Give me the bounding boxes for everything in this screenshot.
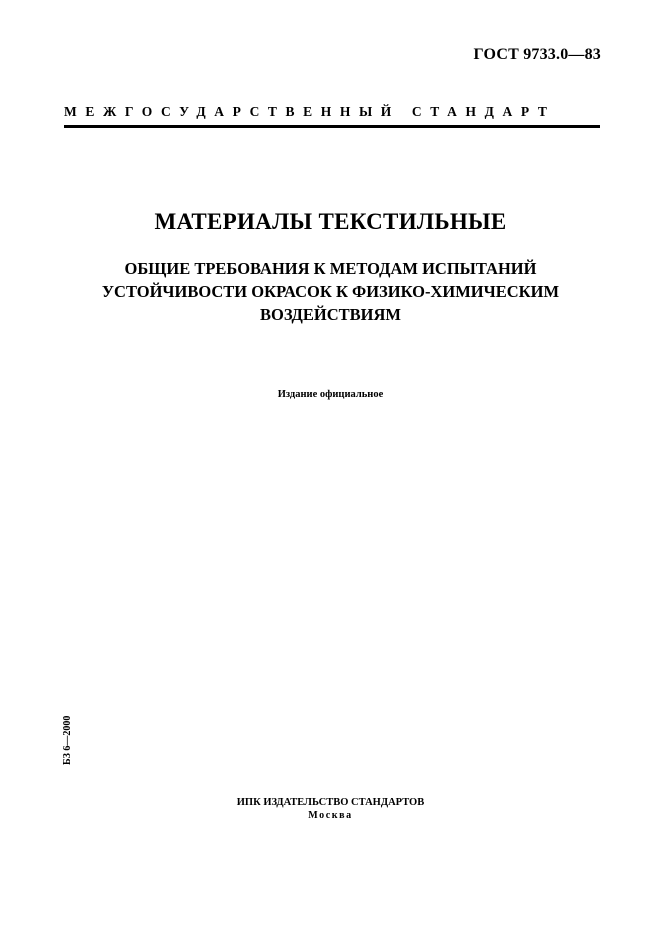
side-code: БЗ 6—2000 — [62, 715, 73, 765]
header-divider — [64, 125, 600, 128]
edition-note: Издание официальное — [277, 389, 384, 400]
subtitle-line: ОБЩИЕ ТРЕБОВАНИЯ К МЕТОДАМ ИСПЫТАНИЙ — [124, 259, 537, 278]
subtitle-line: УСТОЙЧИВОСТИ ОКРАСОК К ФИЗИКО-ХИМИЧЕСКИМ — [101, 282, 560, 301]
document-title: МАТЕРИАЛЫ ТЕКСТИЛЬНЫЕ — [154, 209, 507, 234]
publisher-name: ИПК ИЗДАТЕЛЬСТВО СТАНДАРТОВ — [236, 797, 425, 808]
document-number: ГОСТ 9733.0—83 — [473, 46, 601, 63]
subtitle-line: ВОЗДЕЙСТВИЯМ — [260, 305, 401, 324]
standard-type-heading: МЕЖГОСУДАРСТВЕННЫЙ СТАНДАРТ — [64, 104, 556, 119]
publisher-city: Москва — [308, 810, 353, 821]
document-subtitle — [60, 257, 601, 326]
